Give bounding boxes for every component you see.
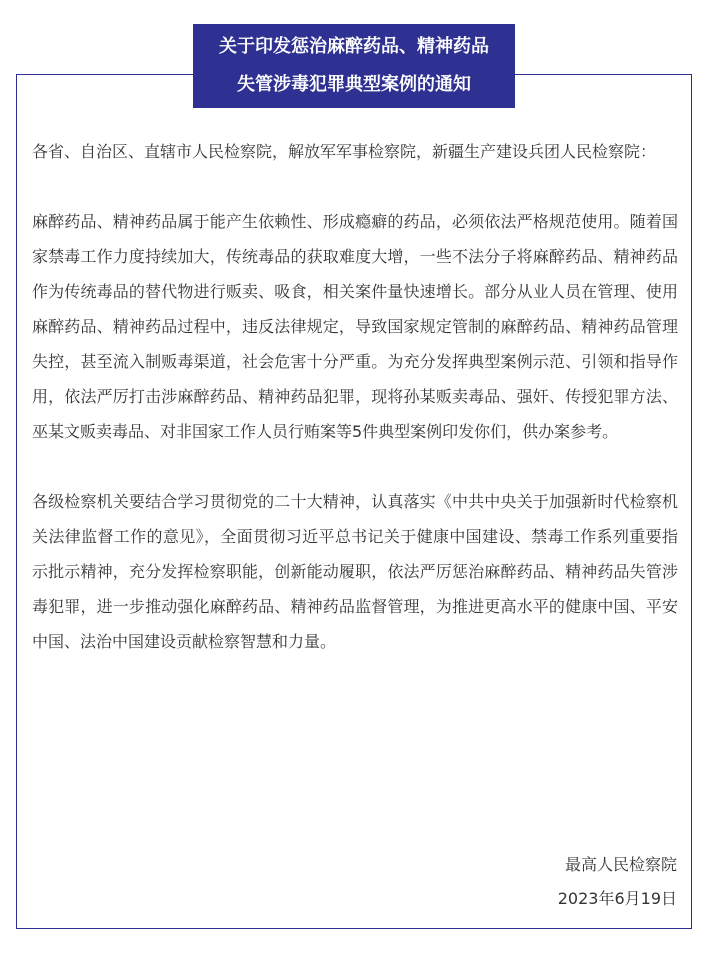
document-title-banner	[193, 24, 515, 108]
document-body	[32, 134, 678, 694]
issue-date: 2023年6月19日	[557, 889, 677, 908]
title-line-1: 关于印发惩治麻醉药品、精神药品	[219, 36, 489, 57]
body-paragraph-2: 各级检察机关要结合学习贯彻党的二十大精神，认真落实《中共中央关于加强新时代检察机关法律监督工作的意见》，全面贯彻习近平总书记关于健康中国建设、禁毒工作系列重要指示批示精神，充分发挥检察职能，创新能动履职，依法严厉惩治麻醉药品、精神药品失管涉毒犯罪，进一步推动强化麻醉药品、精神药品监督管理，为推进更高水平的健康中国、平安中国、法治中国建设贡献检察智慧和力量。	[32, 492, 678, 651]
title-line-2: 失管涉毒犯罪典型案例的通知	[237, 74, 471, 95]
issuer-name: 最高人民检察院	[564, 855, 677, 874]
salutation-paragraph: 各省、自治区、直辖市人民检察院，解放军军事检察院，新疆生产建设兵团人民检察院：	[32, 142, 657, 161]
body-paragraph-1: 麻醉药品、精神药品属于能产生依赖性、形成瘾癖的药品，必须依法严格规范使用。随着国家禁毒工作力度持续加大，传统毒品的获取难度大增，一些不法分子将麻醉药品、精神药品作为传统毒品的替代物进行贩卖、吸食，相关案件量快速增长。部分从业人员在管理、使用麻醉药品、精神药品过程中，违反法律规定，导致国家规定管制的麻醉药品、精神药品管理失控，甚至流入制贩毒渠道，社会危害十分严重。为充分发挥典型案例示范、引领和指导作用，依法严厉打击涉麻醉药品、精神药品犯罪，现将孙某贩卖毒品、强奸、传授犯罪方法、巫某文贩卖毒品、对非国家工作人员行贿案等5件典型案例印发你们，供办案参考。	[32, 212, 678, 441]
signature-block	[558, 848, 677, 916]
